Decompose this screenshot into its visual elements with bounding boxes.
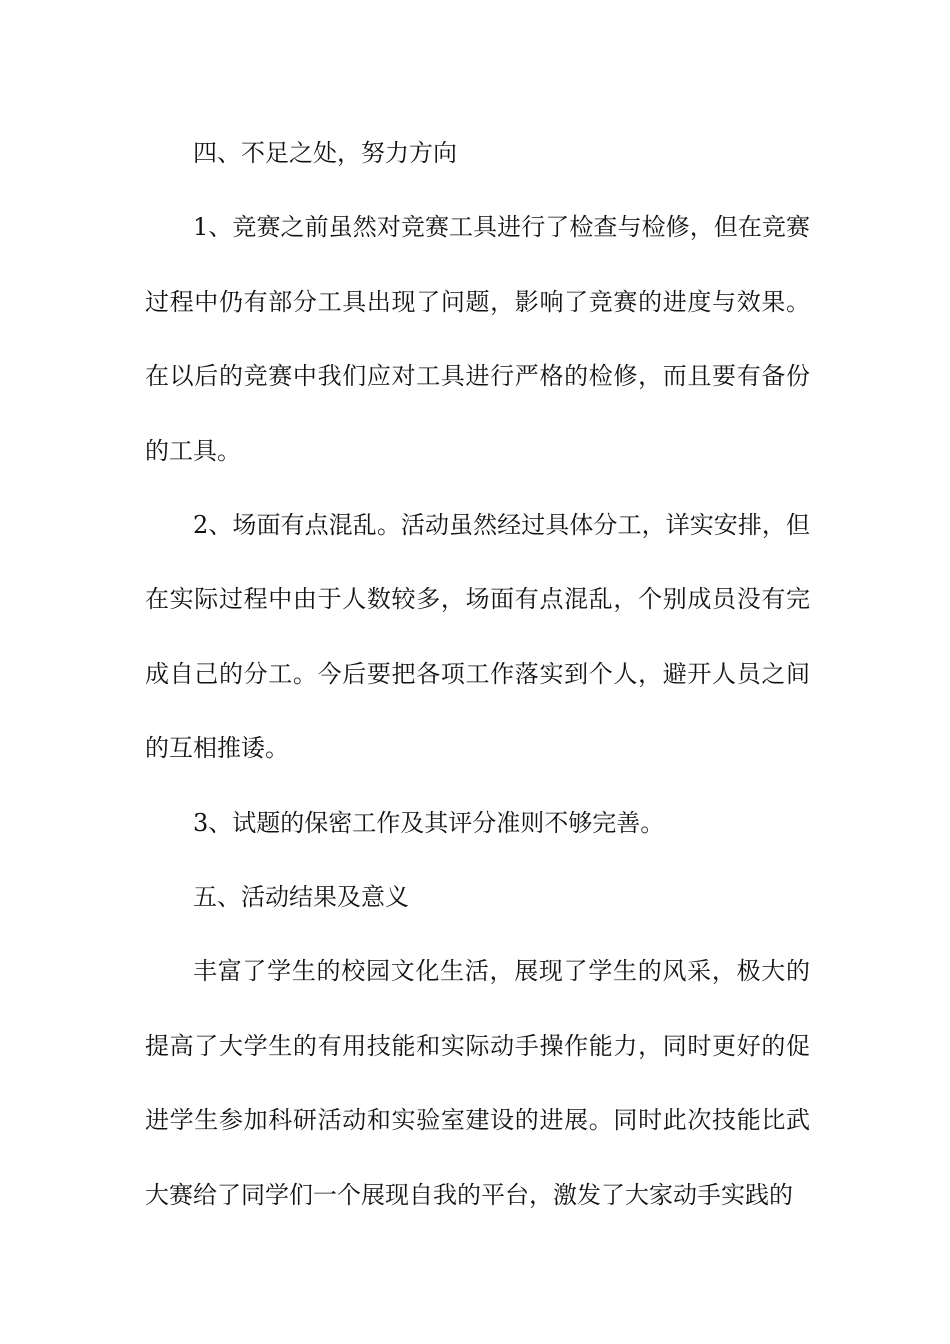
paragraph-exam-confidentiality: 3、试题的保密工作及其评分准则不够完善。: [193, 808, 665, 837]
document-body: [145, 116, 810, 1232]
paragraph-tools-issue: 1、竞赛之前虽然对竞赛工具进行了检查与检修，但在竞赛过程中仍有部分工具出现了问题，影响了竞赛的进度与效果。在以后的竞赛中我们应对工具进行严格的检修，而且要有备份的工具。: [145, 213, 810, 465]
paragraph-scene-disorder: 2、场面有点混乱。活动虽然经过具体分工，详实安排，但在实际过程中由于人数较多，场面有点混乱，个别成员没有完成自己的分工。今后要把各项工作落实到个人，避开人员之间的互相推诿。: [145, 511, 810, 763]
section-heading-results: 五、活动结果及意义: [193, 883, 409, 912]
paragraph-results-significance: 丰富了学生的校园文化生活，展现了学生的风采，极大的提高了大学生的有用技能和实际动手操作能力，同时更好的促进学生参加科研活动和实验室建设的进展。同时此次技能比武大赛给了同学们一个展现自我的平台，激发了大家动手实践的: [145, 957, 810, 1209]
section-heading-shortcomings: 四、不足之处，努力方向: [193, 139, 457, 167]
